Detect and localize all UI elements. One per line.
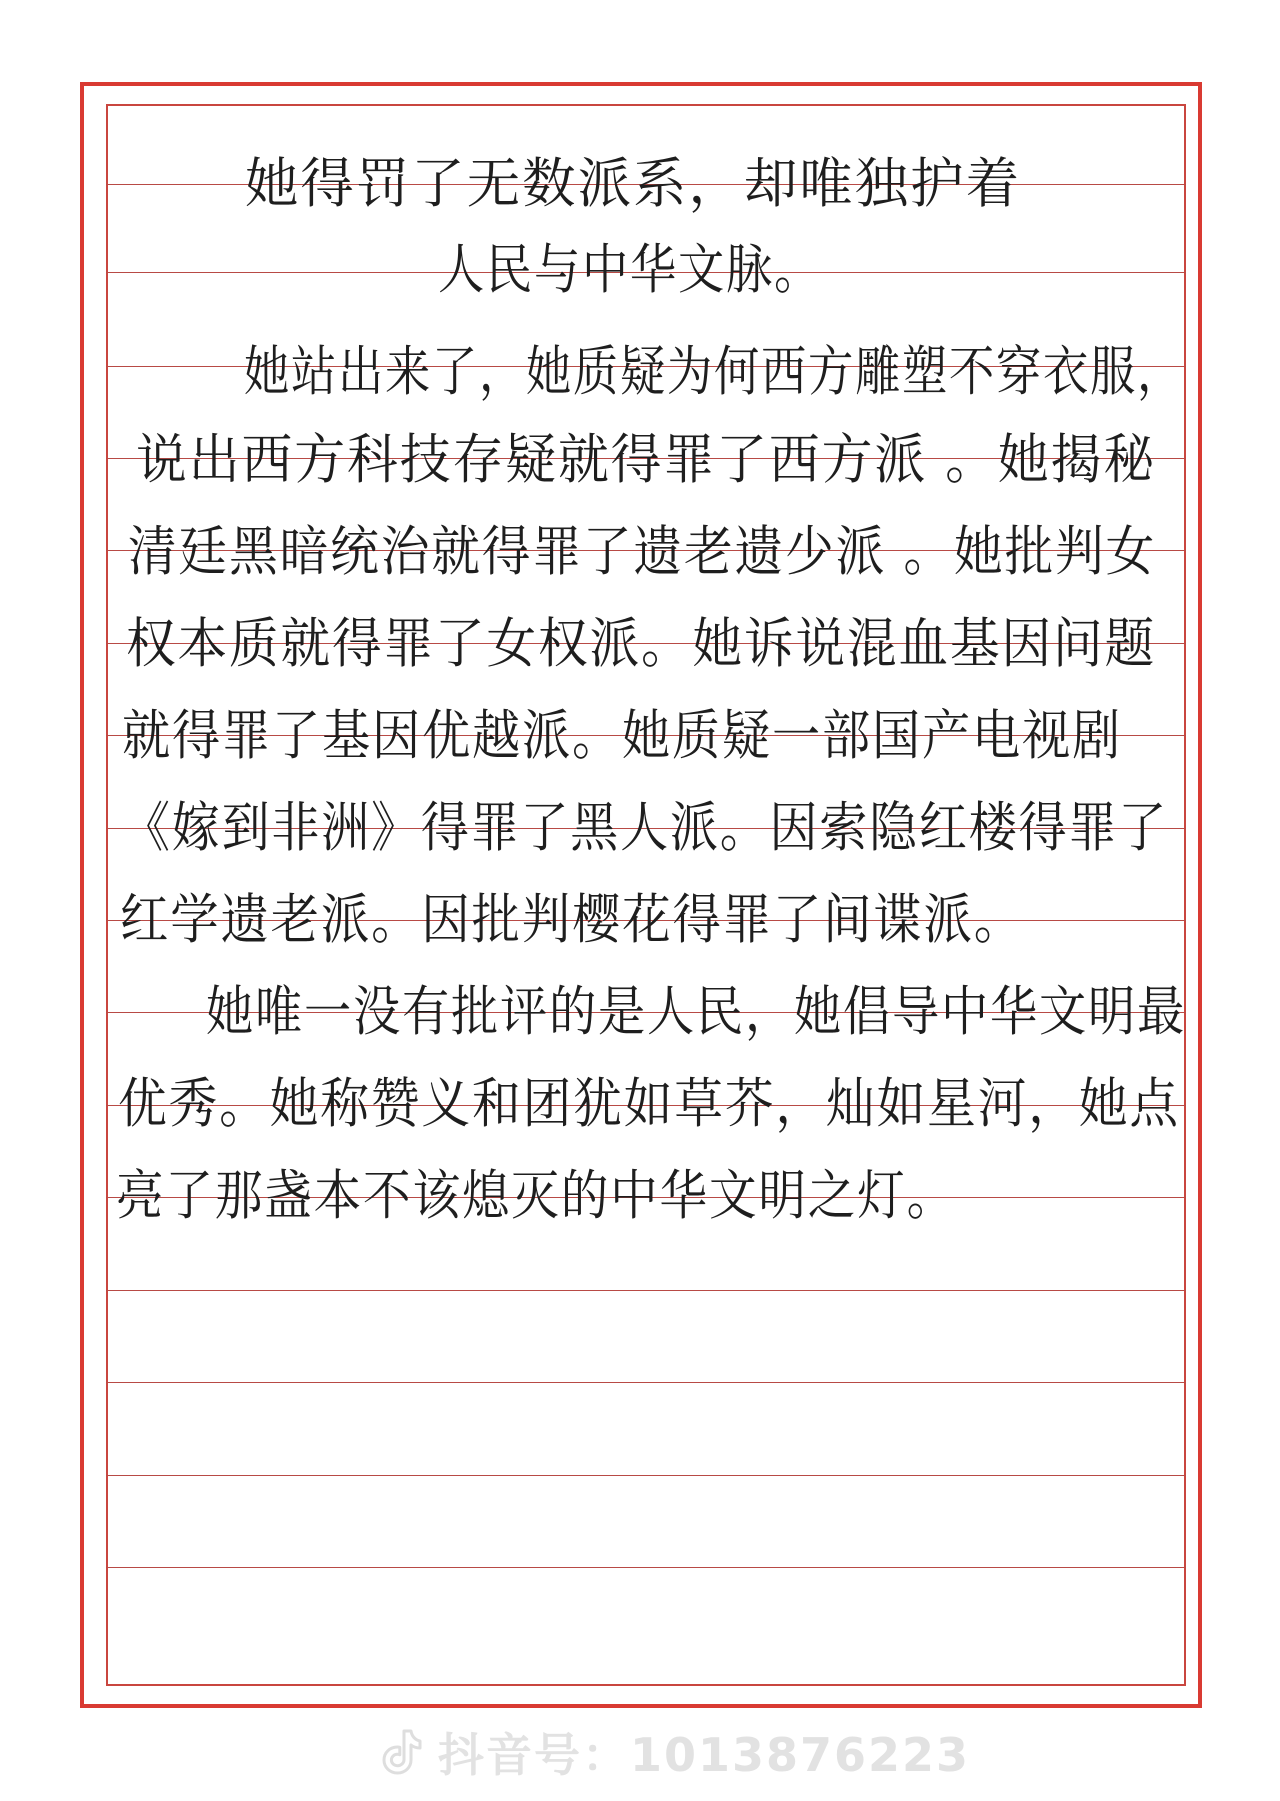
douyin-watermark	[380, 1722, 970, 1782]
ruled-line	[106, 1567, 1186, 1568]
body-line: 亮了那盏本不该熄灭的中华文明之灯。	[116, 1164, 956, 1227]
douyin-logo-icon	[380, 1727, 424, 1777]
ruled-line	[106, 1382, 1186, 1383]
body-line: 她站出来了，她质疑为何西方雕塑不穿衣服，	[244, 340, 1184, 403]
body-line: 她唯一没有批评的是人民，她倡导中华文明最	[206, 980, 1186, 1043]
ruled-line	[106, 1475, 1186, 1476]
body-line: 优秀。她称赞义和团犹如草芥，灿如星河，她点	[118, 1072, 1180, 1135]
ruled-line	[106, 1290, 1186, 1291]
body-line: 《嫁到非洲》得罪了黑人派。因索隐红楼得罪了	[122, 796, 1168, 859]
body-line: 就得罪了基因优越派。她质疑一部国产电视剧	[122, 704, 1122, 767]
title-line-1: 她得罚了无数派系，却唯独护着	[245, 152, 1021, 215]
body-line: 说出西方科技存疑就得罪了西方派 。她揭秘	[136, 428, 1157, 491]
body-line: 红学遗老派。因批判樱花得罪了间谍派。	[120, 888, 1024, 951]
title-line-2: 人民与中华文脉。	[438, 238, 822, 301]
body-line: 清廷黑暗统治就得罪了遗老遗少派 。她批判女	[128, 520, 1157, 583]
body-line: 权本质就得罪了女权派。她诉说混血基因问题	[126, 612, 1156, 675]
douyin-id-text: 抖音号：1013876223	[438, 1728, 971, 1782]
